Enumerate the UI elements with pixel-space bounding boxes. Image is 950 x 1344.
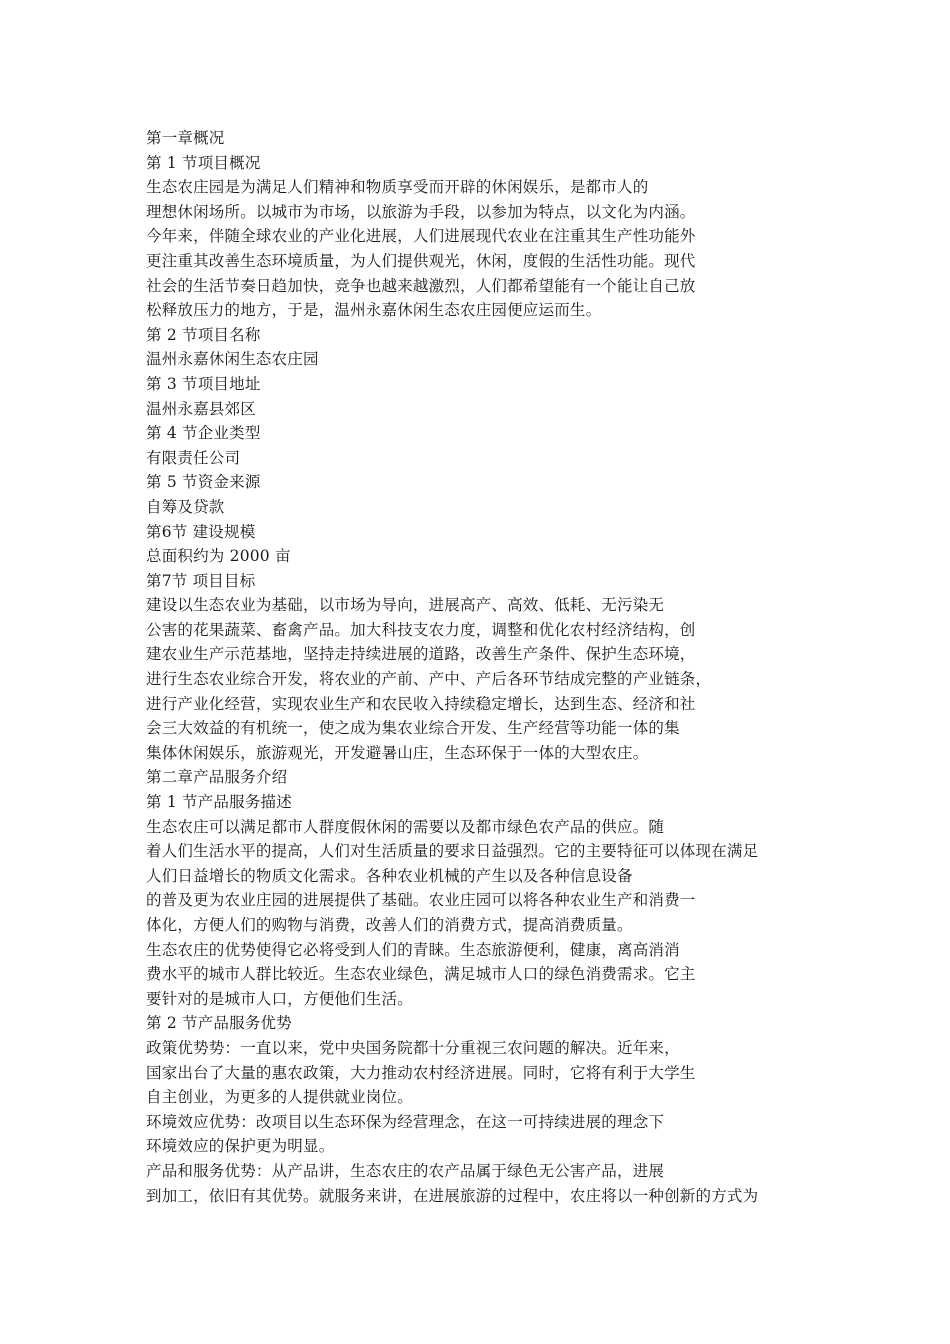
- paragraph-line: 建设以生态农业为基础，以市场为导向，进展高产、高效、低耗、无污染无: [146, 596, 665, 615]
- paragraph-line: 进行产业化经营，实现农业生产和农民收入持续稳定增长，达到生态、经济和社: [146, 694, 696, 713]
- paragraph-line: 进行生态农业综合开发，将农业的产前、产中、产后各环节结成完整的产业链条，: [146, 670, 712, 689]
- paragraph-line: 产品和服务优势：从产品讲，生态农庄的农产品属于绿色无公害产品，进展: [146, 1161, 665, 1180]
- paragraph-line: 要针对的是城市人口，方便他们生活。: [146, 989, 413, 1008]
- paragraph-line: 人们日益增长的物质文化需求。各种农业机械的产生以及各种信息设备: [146, 866, 633, 885]
- document-body: [146, 126, 846, 1208]
- paragraph-line: 更注重其改善生态环境质量，为人们提供观光，休闲，度假的生活性功能。现代: [146, 251, 696, 270]
- paragraph-line: 到加工，依旧有其优势。就服务来讲，在进展旅游的过程中，农庄将以一种创新的方式为: [146, 1186, 759, 1205]
- section-2-1-heading: 第 1 节产品服务描述: [146, 793, 292, 812]
- paragraph-line: 集体休闲娱乐，旅游观光，开发避暑山庄，生态环保于一体的大型农庄。: [146, 743, 649, 762]
- paragraph-line: 总面积约为 2000 亩: [146, 547, 291, 566]
- paragraph-line: 环境效应优势：改项目以生态环保为经营理念，在这一可持续进展的理念下: [146, 1112, 665, 1131]
- paragraph-line: 今年来，伴随全球农业的产业化进展，人们进展现代农业在注重其生产性功能外: [146, 227, 696, 246]
- paragraph-line: 自主创业，为更多的人提供就业岗位。: [146, 1088, 413, 1107]
- paragraph-line: 温州永嘉休闲生态农庄园: [146, 350, 319, 369]
- paragraph-line: 公害的花果蔬菜、畜禽产品。加大科技支农力度，调整和优化农村经济结构，创: [146, 620, 696, 639]
- paragraph-line: 国家出台了大量的惠农政策，大力推动农村经济进展。同时，它将有利于大学生: [146, 1063, 696, 1082]
- section-1-6-heading: 第6节 建设规模: [146, 522, 256, 541]
- paragraph-line: 的普及更为农业庄园的进展提供了基础。农业庄园可以将各种农业生产和消费一: [146, 891, 696, 910]
- paragraph-line: 着人们生活水平的提高，人们对生活质量的要求日益强烈。它的主要特征可以体现在满足: [146, 842, 759, 861]
- chapter-2-heading: 第二章产品服务介绍: [146, 768, 288, 787]
- section-1-5-heading: 第 5 节资金来源: [146, 473, 261, 492]
- paragraph-line: 费水平的城市人群比较近。生态农业绿色，满足城市人口的绿色消费需求。它主: [146, 965, 696, 984]
- paragraph-line: 生态农庄园是为满足人们精神和物质享受而开辟的休闲娱乐，是都市人的: [146, 178, 649, 197]
- paragraph-line: 理想休闲场所。以城市为市场，以旅游为手段，以参加为特点，以文化为内涵。: [146, 202, 696, 221]
- paragraph-line: 建农业生产示范基地，坚持走持续进展的道路，改善生产条件、保护生态环境，: [146, 645, 696, 664]
- paragraph-line: 环境效应的保护更为明显。: [146, 1137, 335, 1156]
- paragraph-line: 社会的生活节奏日趋加快，竞争也越来越激烈，人们都希望能有一个能让自己放: [146, 276, 696, 295]
- paragraph-line: 有限责任公司: [146, 448, 241, 467]
- section-1-1-heading: 第 1 节项目概况: [146, 153, 261, 172]
- section-2-2-heading: 第 2 节产品服务优势: [146, 1014, 292, 1033]
- paragraph-line: 松释放压力的地方，于是，温州永嘉休闲生态农庄园便应运而生。: [146, 301, 602, 320]
- paragraph-line: 温州永嘉县郊区: [146, 399, 256, 418]
- paragraph-line: 生态农庄可以满足都市人群度假休闲的需要以及都市绿色农产品的供应。随: [146, 817, 665, 836]
- section-1-2-heading: 第 2 节项目名称: [146, 325, 261, 344]
- paragraph-line: 生态农庄的优势使得它必将受到人们的青睐。生态旅游便利，健康，离高消消: [146, 940, 680, 959]
- paragraph-line: 体化，方便人们的购物与消费，改善人们的消费方式，提高消费质量。: [146, 916, 633, 934]
- paragraph-line: 政策优势势：一直以来，党中央国务院都十分重视三农问题的解决。近年来，: [146, 1038, 680, 1057]
- section-1-3-heading: 第 3 节项目地址: [146, 374, 261, 393]
- section-1-4-heading: 第 4 节企业类型: [146, 424, 261, 443]
- chapter-1-heading: 第一章概况: [146, 129, 225, 147]
- section-1-7-heading: 第7节 项目目标: [146, 571, 256, 590]
- paragraph-line: 自筹及贷款: [146, 497, 225, 516]
- paragraph-line: 会三大效益的有机统一，使之成为集农业综合开发、生产经营等功能一体的集: [146, 719, 680, 738]
